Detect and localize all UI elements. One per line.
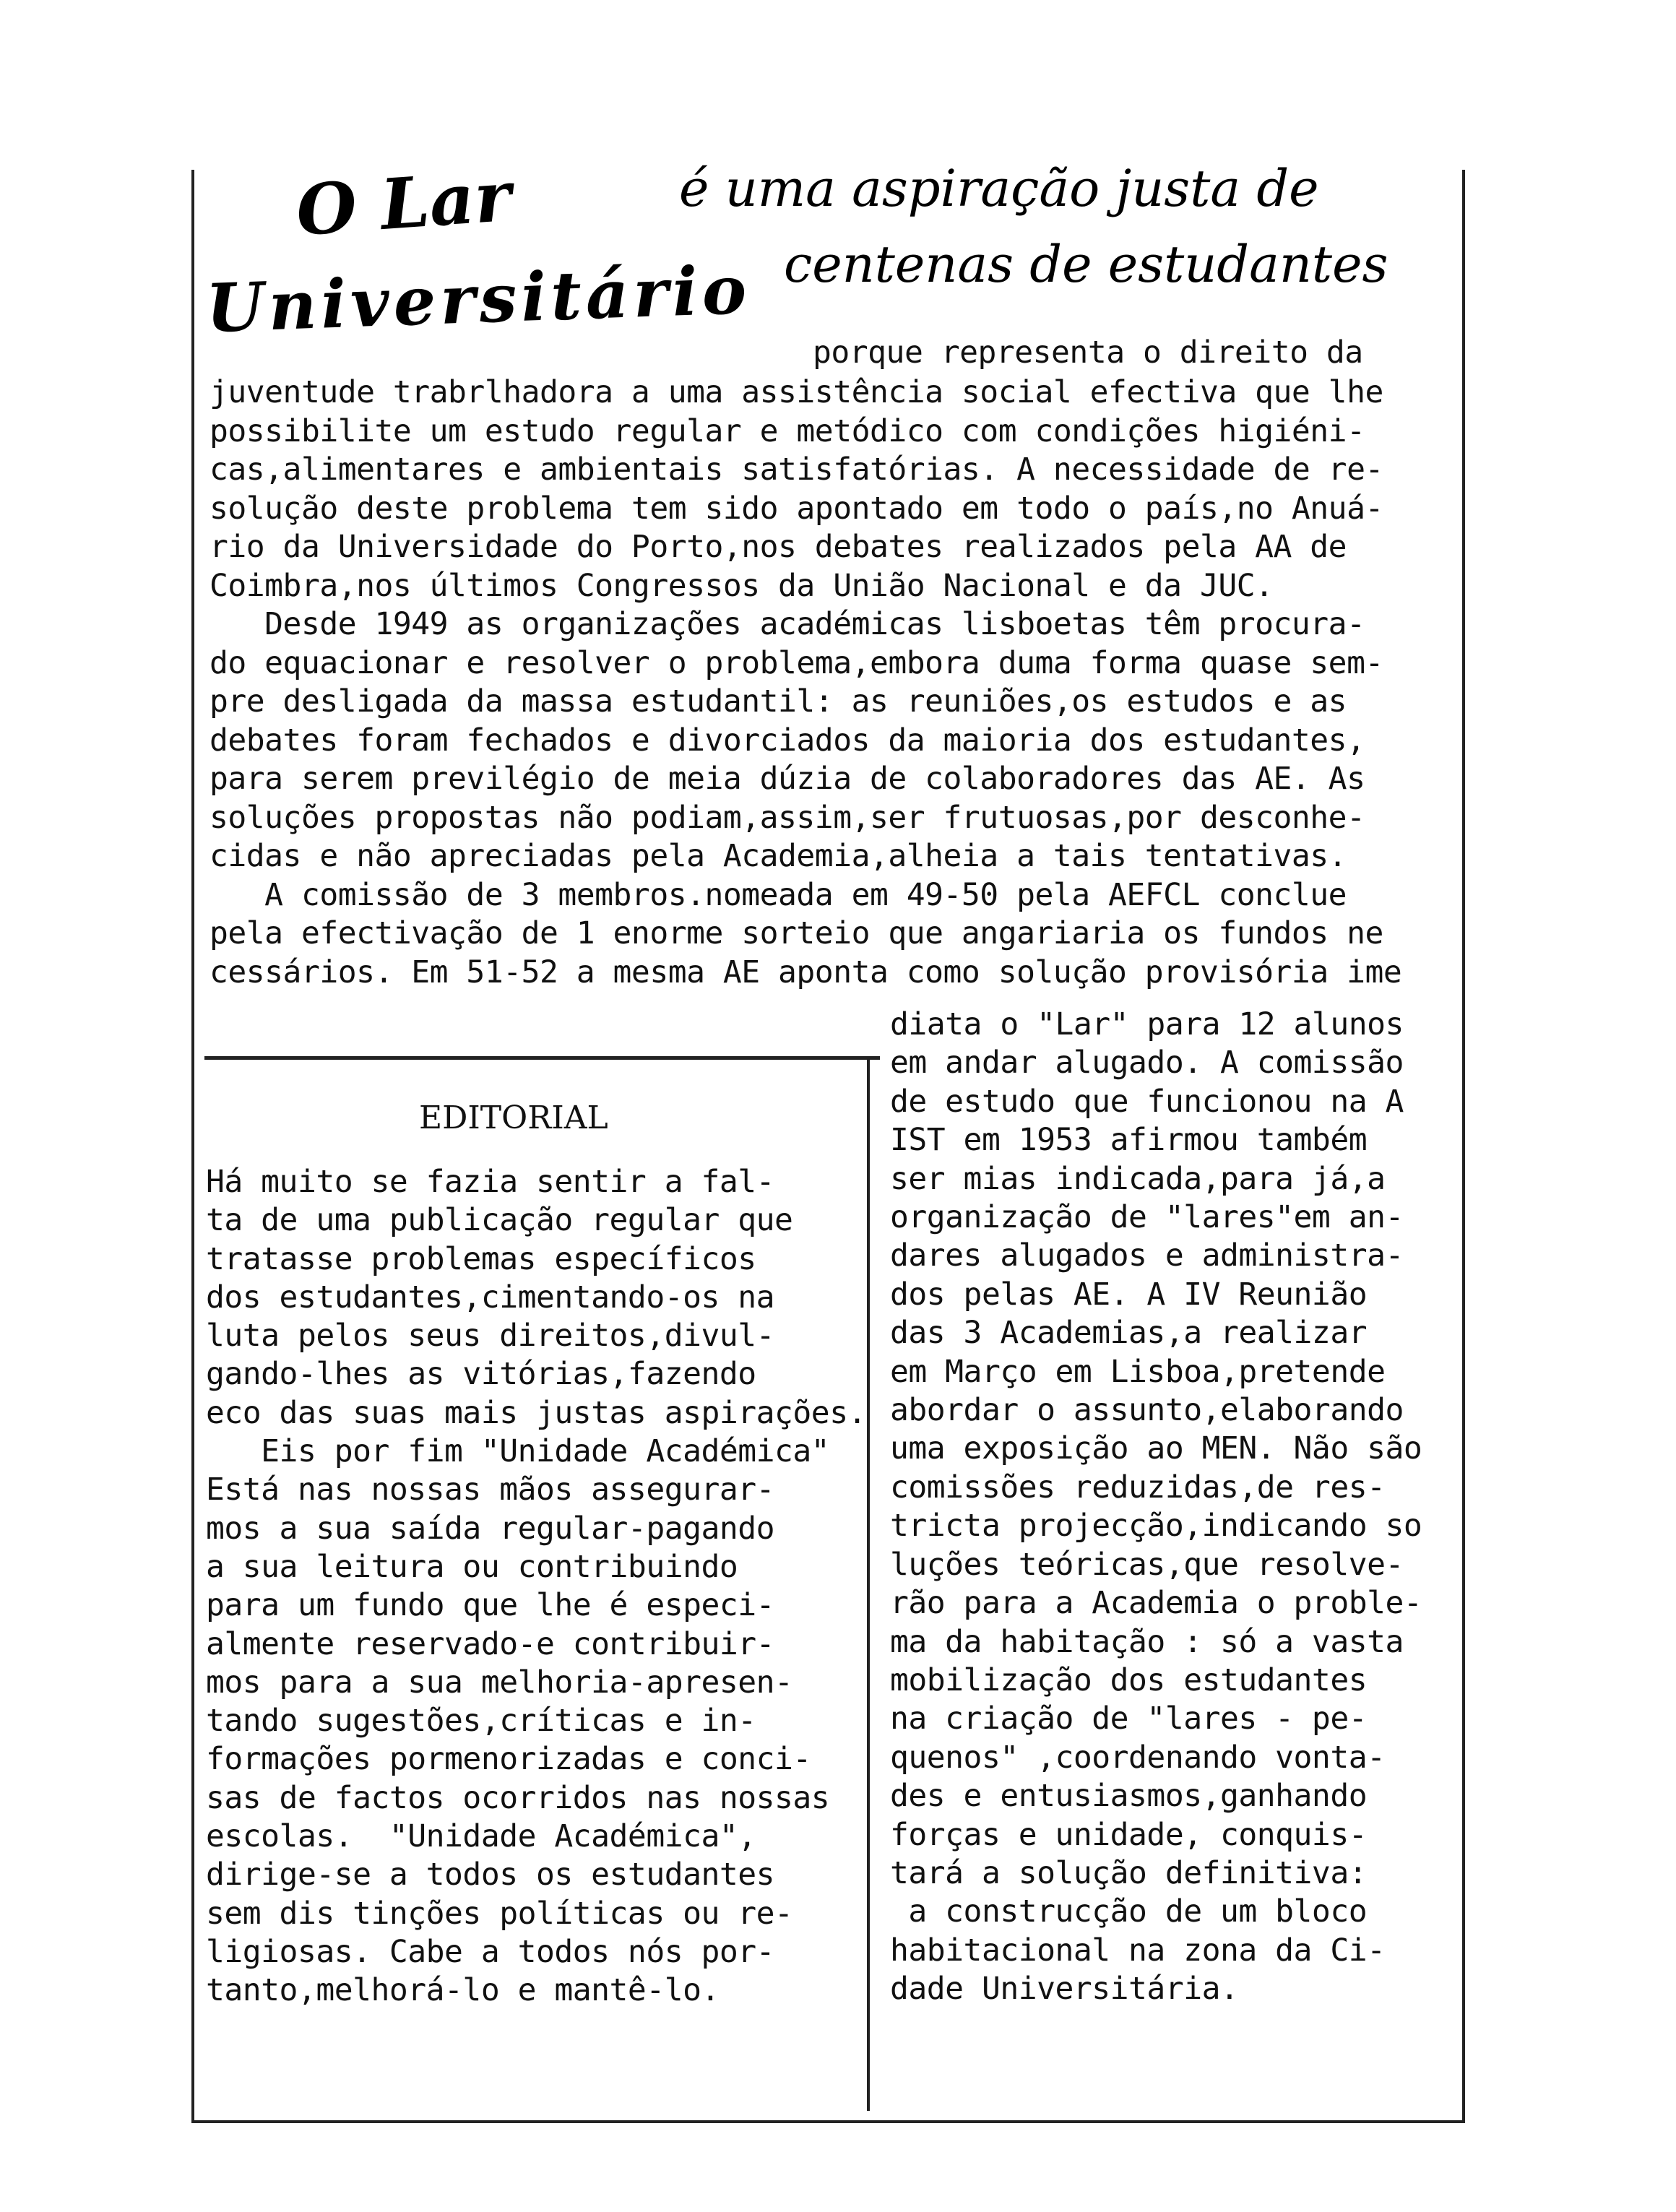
handwritten-subtitle-line-2: centenas de estudantes bbox=[784, 235, 1388, 294]
article-intro-line: porque representa o direito da bbox=[813, 334, 1363, 371]
handwritten-title-universitario: Universitário bbox=[204, 250, 752, 348]
section-divider-horizontal bbox=[204, 1056, 880, 1060]
handwritten-subtitle-line-1: é uma aspiração justa de bbox=[679, 159, 1319, 218]
editorial-body: Há muito se fazia sentir a fal- ta de uma publicação regular que tratasse problemas específicos dos estudantes,cimentando-os na luta pelos seus direitos,divul- gando-lhes as vitórias,fazendo eco das suas mais justas aspirações. Eis por fim "Unidade Académica" Está nas nossas mãos assegurar- mos a sua saída regular-pagando a sua leitura ou contribuindo para um fundo que lhe é especi- almente reservado-e contribuir- mos para a sua melhoria-apresen- tando sugestões,críticas e in- formações pormenorizadas e conci- sas de factos ocorridos nas nossas escolas. "Unidade Académica", dirige-se a todos os estudantes sem dis tinções políticas ou re- ligiosas. Cabe a todos nós por- tanto,melhorá-lo e mantê-lo. bbox=[206, 1164, 866, 2009]
editorial-title: EDITORIAL bbox=[419, 1099, 608, 1136]
handwritten-title-lar: O Lar bbox=[293, 155, 514, 252]
article-right-column: diata o "Lar" para 12 alunos em andar alugado. A comissão de estudo que funcionou na A IST em 1953 afirmou também ser mias indicada,para já,a organização de "lares"em an- dares alugados e administra- dos pelas AE. A IV Reunião das 3 Academias,a realizar em Março em Lisboa,pretende abordar o assunto,elaborando uma exposição ao MEN. Não são comissões reduzidas,de res- tricta projecção,indicando so luções teóricas,que resolve- rão para a Academia o proble- ma da habitação : só a vasta mobilização dos estudantes na criação de "lares - pe- quenos" ,coordenando vonta- des e entusiasmos,ganhando forças e unidade, conquis- tará a solução definitiva: a construcção de um bloco habitacional na zona da Ci- dade Universitária. bbox=[890, 1006, 1422, 2008]
article-body: juventude trabrlhadora a uma assistência social efectiva que lhe possibilite um estudo regular e metódico com condições higiéni- cas,alimentares e ambientais satisfatórias. A necessidade de re- solução deste problema tem sido apontado em todo o país,no Anuá- rio da Universidade do Porto,nos debates realizados pela AA de Coimbra,nos últimos Congressos da União Nacional e da JUC. Desde 1949 as organizações académicas lisboetas têm procura- do equacionar e resolver o problema,embora duma forma quase sem- pre desligada da massa estudantil: as reuniões,os estudos e as debates foram fechados e divorciados da maioria dos estudantes, para serem previlégio de meia dúzia de colaboradores das AE. As soluções propostas não podiam,assim,ser frutuosas,por desconhe- cidas e não apreciadas pela Academia,alheia a tais tentativas. A comissão de 3 membros.nomeada em 49-50 pela AEFCL conclue pela efectivação de 1 enorme sorteio que angariaria os fundos ne cessários. Em 51-52 a mesma AE aponta como solução provisória ime bbox=[209, 374, 1402, 990]
column-divider-vertical bbox=[867, 1056, 870, 2111]
